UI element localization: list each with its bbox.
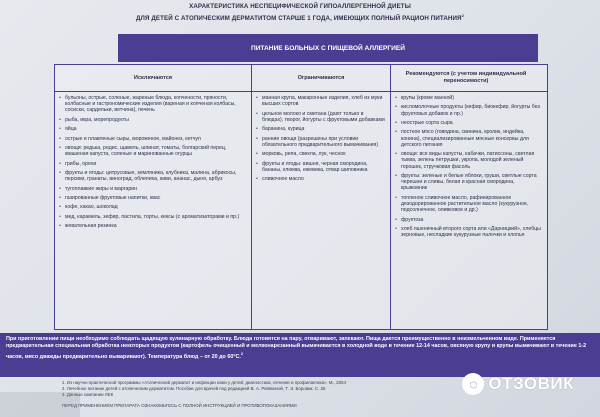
- list-item: • морковь, репа, свекла, лук, чеснок: [256, 151, 386, 157]
- otzovik-logo-icon: ◌: [462, 373, 484, 395]
- list-item: • грибы, орехи: [59, 161, 245, 167]
- list-item: • ранние овощи (разрешены при условии обязательного предварительного вымачивания): [256, 136, 386, 148]
- footnote: 3. Данные компании ЛЕК: [62, 392, 114, 397]
- column-header-excluded: Исключаются: [133, 74, 173, 81]
- list-item: • постное мясо (говядина, свинина, кролик, индейка, конина), специализированные мясные консервы для детского питания: [395, 129, 541, 148]
- cooking-sup: 2: [240, 351, 244, 356]
- watermark-logo: [462, 373, 574, 395]
- list-item: • фрукты и ягоды: вишня, черная смородина, бананы, клюква, ежевика, отвар шиповника: [256, 161, 386, 173]
- limited-list: [256, 95, 386, 186]
- excluded-list: [59, 95, 245, 233]
- list-item: • манная крупа, макаронные изделия, хлеб из муки высших сортов: [256, 95, 386, 107]
- list-item: • газированные фруктовые напитки, квас: [59, 195, 245, 201]
- list-item: • тугоплавкие жиры и маргарин: [59, 186, 245, 192]
- watermark-text: ОТЗОВИК: [488, 374, 574, 393]
- header-sup: 2: [461, 13, 464, 18]
- list-item: • яйца: [59, 126, 245, 132]
- cooking-instructions-band: [0, 333, 600, 377]
- list-item: • сливочное масло: [256, 176, 386, 182]
- list-item: • фрукты: зеленые и белые яблоки, груши, светлые сорта черешни и сливы, белая и красная смородина, крыжовник: [395, 173, 541, 192]
- column-divider: [390, 65, 391, 329]
- document-header: [0, 3, 600, 10]
- header-line-2: ДЛЯ ДЕТЕЙ С АТОПИЧЕСКИМ ДЕРМАТИТОМ СТАРШЕ 1 ГОДА, ИМЕЮЩИХ ПОЛНЫЙ РАЦИОН ПИТАНИЯ: [136, 15, 462, 23]
- footnote: 1. Из научно-практической программы «Атопический дерматит и инфекции кожи у детей: диагностика, лечение и профилактика». М., 2004: [62, 380, 346, 385]
- column-header-limited: Ограничиваются: [297, 74, 345, 81]
- list-item: • топленое сливочное масло, рафинированное дезодорированное растительное масло (кукурузное, подсолнечное, оливковое и др.): [395, 195, 541, 214]
- footnote: 2. Лечебное питание детей с атопическим дерматитом. Пособие для врачей под редакцией В. А. Ревякиной, Т. Э. Боровик. С. 25: [62, 386, 326, 391]
- list-item: • овощи: все виды капусты, кабачки, патиссоны, светлая тыква, зелень петрушки, укропа, молодой зеленый горошек, стручковая фасоль: [395, 151, 541, 170]
- list-item: • овощи: редька, редис, щавель, шпинат, томаты, болгарский перец, квашеная капуста, соленые и маринованные огурцы: [59, 145, 245, 157]
- list-item: • цельное молоко и сметана (дают только в блюдах), творог, йогурты с фруктовыми добавками: [256, 111, 386, 123]
- list-item: • крупы (кроме манной): [395, 95, 541, 101]
- list-item: • жевательная резинка: [59, 223, 245, 229]
- list-item: • рыба, икра, морепродукты: [59, 117, 245, 123]
- list-item: • баранина, курица: [256, 126, 386, 132]
- paper-shadow: [0, 392, 80, 417]
- recommended-list: [395, 95, 541, 242]
- section-title-band: [118, 34, 538, 62]
- list-item: • неострые сорта сыра: [395, 120, 541, 126]
- list-item: • хлеб пшеничный второго сорта или «Дарницкий», хлебцы зерновые, несладкие кукурузные палочки и хлопья: [395, 226, 541, 238]
- list-item: • фрукты и ягоды: цитрусовые, земляника, клубника, малина, абрикосы, персики, гранаты, виноград, облепиха, киви, ананас, дыня, арбуз: [59, 170, 245, 182]
- list-item: • бульоны, острые, соленые, жареные блюда, копчености, пряности, колбасные и гастрономические изделия (вареная и копченая колбасы, сосиски, сардельки, ветчина), печень: [59, 95, 245, 114]
- list-item: • кисломолочные продукты (кефир, биокефир, йогурты без фруктовых добавок и пр.): [395, 104, 541, 116]
- section-title: ПИТАНИЕ БОЛЬНЫХ С ПИЩЕВОЙ АЛЛЕРГИЕЙ: [250, 44, 406, 52]
- list-item: • мед, карамель, зефир, пастила, торты, кексы (с ароматизаторами и пр.): [59, 214, 245, 220]
- list-item: • кофе, какао, шоколад: [59, 204, 245, 210]
- diet-table: [54, 64, 548, 330]
- column-divider: [251, 65, 252, 329]
- column-header-recommended: Рекомендуются (с учетом индивидуальной переносимости): [405, 71, 527, 84]
- cooking-instructions: При приготовлении пищи необходимо соблюдать щадящую кулинарную обработку. Блюда готовятся на пару, отваривают, запекают. Пища дается преимущественно в неизмельченном виде. Применяется предварительная специальная обработка некоторых продуктов (картофель очищенный и мелконарезанный вымачивается в холодной воде в течение 12-14 часов, овсяную крупу и крупы вымачивают в течение 1-2 часов, мясо дважды предварительно вываривают). Температура блюд – от 20 до 60°С.: [6, 336, 587, 360]
- list-item: • фруктоза: [395, 217, 541, 223]
- document-subheader: [0, 13, 600, 22]
- footer-notice: ПЕРЕД ПРИМЕНЕНИЕМ ПРЕПАРАТА ОЗНАКОМЬТЕСЬ С ПОЛНОЙ ИНСТРУКЦИЕЙ И ПРОТИВОПОКАЗАНИЯМИ: [62, 403, 297, 408]
- list-item: • острые и плавленые сыры, мороженое, майонез, кетчуп: [59, 136, 245, 142]
- header-line-1: ХАРАКТЕРИСТИКА НЕСПЕЦИФИЧЕСКОЙ ГИПОАЛЛЕРГЕННОЙ ДИЕТЫ: [189, 3, 411, 10]
- header-divider: [55, 91, 547, 92]
